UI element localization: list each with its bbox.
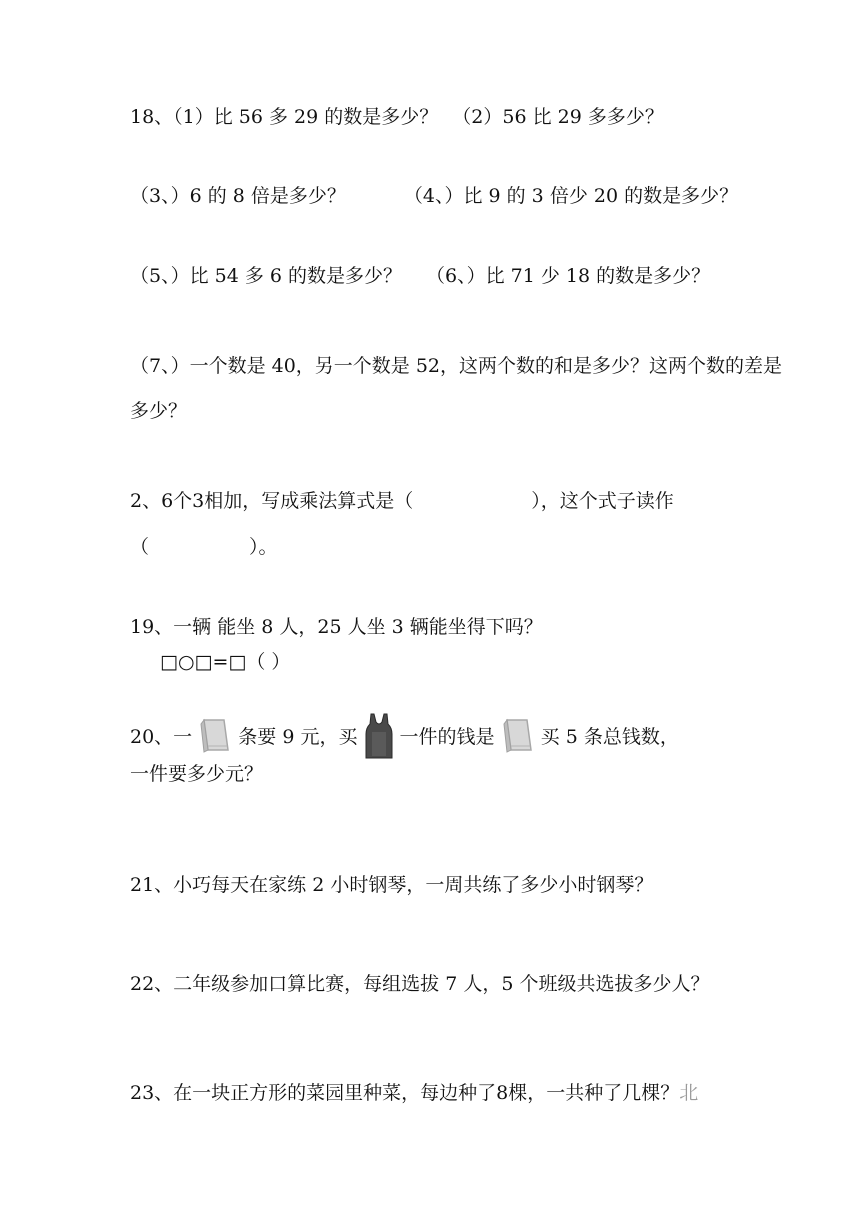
q18-row-3 — [130, 267, 710, 286]
q2-line-2-close: ）。 — [249, 536, 278, 558]
q2-text-part-2: ），这个式子读作 — [531, 490, 674, 512]
q23-line — [130, 1084, 698, 1103]
q18-part-4: （4、）比 9 的 3 倍少 20 的数是多少？ — [403, 185, 739, 207]
vest-icon — [364, 712, 394, 764]
q19-text: 19、一辆 能坐 8 人，25 人坐 3 辆能坐得下吗？ — [130, 616, 543, 638]
q20-line-2: 一件要多少元？ — [130, 763, 264, 785]
q18-row-1 — [130, 108, 664, 127]
q18-row-2 — [130, 187, 738, 206]
q2-line-2 — [130, 538, 278, 557]
q18-part-5: （5、）比 54 多 6 的数是多少？ — [130, 265, 403, 287]
q21-text: 21、小巧每天在家练 2 小时钢琴，一周共练了多少小时钢琴？ — [130, 874, 654, 896]
q18-part-6: （6、）比 71 少 18 的数是多少？ — [426, 265, 711, 287]
towel-icon — [501, 716, 535, 760]
q20-text-a: 20、一 — [130, 726, 193, 748]
q18-part-1: 18、（1）比 56 多 29 的数是多少？ — [130, 106, 439, 128]
towel-icon — [198, 716, 232, 760]
q23-mark: 北 — [679, 1082, 699, 1104]
q18-part-3: （3、）6 的 8 倍是多少？ — [130, 185, 346, 207]
q2-text-part-1: 2、6个3相加，写成乘法算式是（ — [130, 490, 414, 512]
q18-part-7-line-1: （7、）一个数是 40，另一个数是 52，这两个数的和是多少？这两个数的差是 — [130, 355, 783, 377]
q2-line-2-open: （ — [130, 536, 150, 558]
q22-text: 22、二年级参加口算比赛，每组选拔 7 人，5 个班级共选拔多少人？ — [130, 973, 710, 995]
q20-text-d: 买 5 条总钱数， — [540, 726, 679, 748]
q2-line-1 — [130, 492, 674, 511]
q18-part-7-line-2: 多少？ — [130, 400, 188, 422]
q20-text-b: 条要 9 元，买 — [238, 726, 358, 748]
q18-part-2: （2）56 比 29 多多少？ — [452, 106, 664, 128]
q19-formula: □○□=□（ ） — [160, 651, 291, 673]
q20-line-1 — [130, 712, 679, 764]
q20-text-c: 一件的钱是 — [399, 726, 495, 748]
q23-text: 23、在一块正方形的菜园里种菜，每边种了8棵，一共种了几棵？ — [130, 1082, 680, 1104]
